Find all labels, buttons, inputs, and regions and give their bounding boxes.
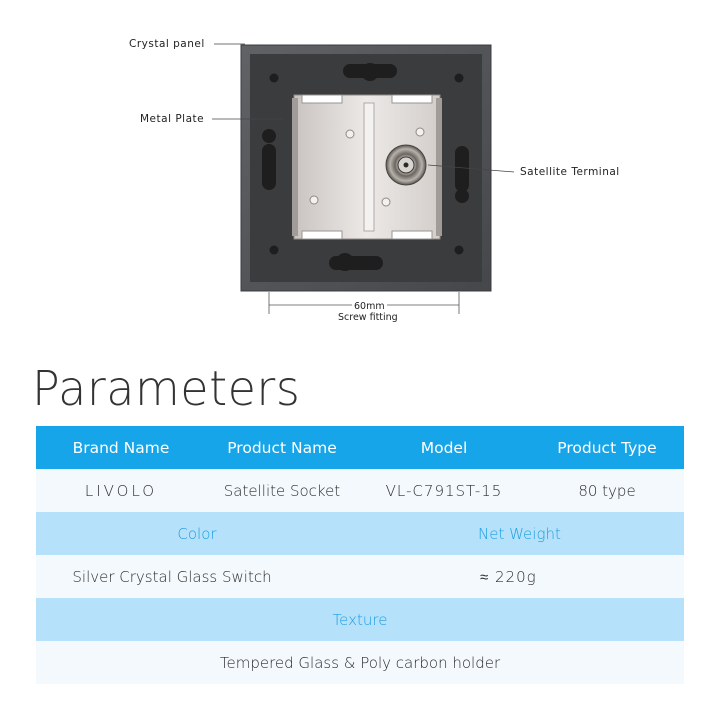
label-dimension-caption: Screw fitting (338, 312, 398, 323)
label-satellite-terminal: Satellite Terminal (520, 166, 620, 178)
subheader-net-weight: Net Weight (358, 512, 684, 555)
parameters-table (36, 426, 684, 684)
cell-product-type: 80 type (530, 469, 684, 512)
table-row (36, 555, 684, 598)
label-crystal-panel: Crystal panel (129, 38, 205, 50)
header-product-type: Product Type (530, 426, 684, 469)
header-brand-name: Brand Name (36, 426, 206, 469)
subheader-texture: Texture (36, 598, 684, 641)
table-subheader-row (36, 512, 684, 555)
parameters-heading: Parameters (32, 360, 301, 417)
subheader-color: Color (36, 512, 358, 555)
cell-color: Silver Crystal Glass Switch (36, 555, 358, 598)
cell-net-weight: ≈ 220g (358, 555, 684, 598)
header-product-name: Product Name (206, 426, 358, 469)
cell-texture: Tempered Glass & Poly carbon holder (36, 641, 684, 684)
cell-model: VL-C791ST-15 (358, 469, 530, 512)
table-subheader-row (36, 598, 684, 641)
label-metal-plate: Metal Plate (140, 113, 205, 125)
cell-brand-name: LIVOLO (36, 469, 206, 512)
label-dimension-value: 60mm (354, 301, 385, 312)
table-row (36, 641, 684, 684)
header-model: Model (358, 426, 530, 469)
table-header-row (36, 426, 684, 469)
table-row (36, 469, 684, 512)
cell-product-name: Satellite Socket (206, 469, 358, 512)
